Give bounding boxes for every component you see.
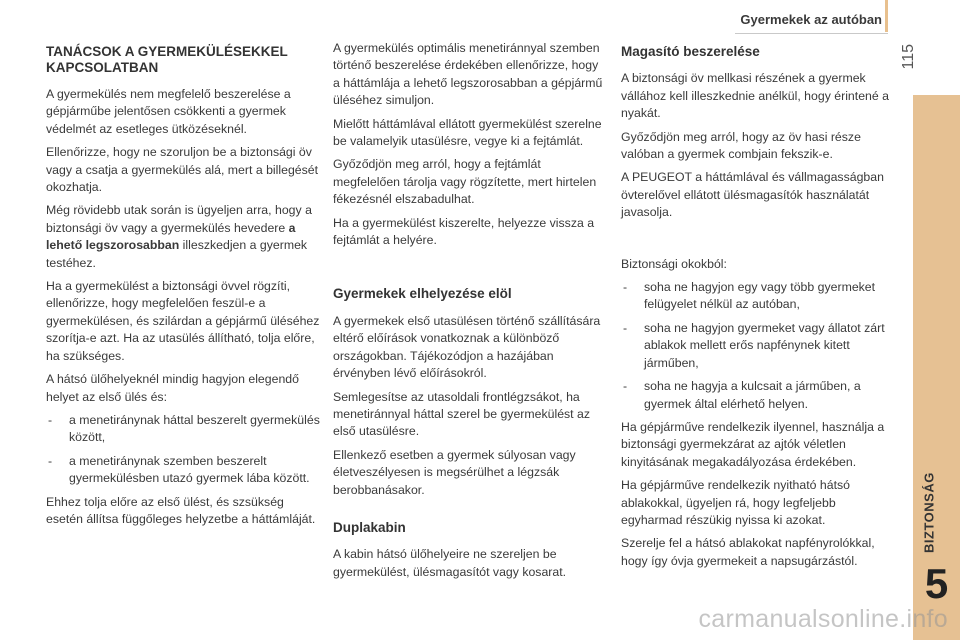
paragraph: A gyermekülés nem megfelelő beszerelése a gépjárműbe jelentősen csökkenti a gyermek védelmét az esetleges ütközéseknél.: [46, 87, 291, 136]
list-item: - soha ne hagyjon egy vagy több gyermeket felügyelet nélkül az autóban,: [623, 280, 876, 312]
paragraph: Biztonsági okokból:: [621, 256, 727, 271]
paragraph: A gyermekülés optimális menetiránnyal szemben történő beszerelése érdekében ellenőrizze, hogy a háttámlája a lehető legszorosabban a gépjármű üléséhez simuljon.: [333, 41, 603, 108]
paragraph: Ha gépjárműve rendelkezik ilyennel, használja a biztonsági gyermekzárat az ajtók véletlen kinyitásának megakadályozása érdekében.: [621, 419, 885, 469]
list-item: - soha ne hagyja a kulcsait a járműben, a gyermek által elérhető helyen.: [623, 379, 861, 411]
page-number: 115: [900, 44, 917, 70]
paragraph: A kabin hátsó ülőhelyeire ne szereljen be gyermekülést, ülésmagasítót vagy kosarat.: [333, 547, 567, 579]
paragraph: Ha gépjárműve rendelkezik nyitható hátsó ablakokkal, ügyeljen rá, hogy legfeljebb egyharmad részükig nyissa ki azokat.: [621, 478, 850, 527]
emphasis-text: a lehető legszorosabban: [46, 220, 296, 253]
paragraph: A biztonsági öv mellkasi részének a gyermek vállához kell illeszkednie anélkül, hogy érintené a nyakát.: [621, 71, 889, 121]
dash-list: [621, 279, 897, 413]
section-title-child-seat-advice: TANÁCSOK A GYERMEKÜLÉSEKKEL KAPCSOLATBAN: [46, 44, 288, 75]
paragraph: Szerelje fel a hátsó ablakokat napfényrolókkal, hogy így óvja gyermekeit a napsugárzástól.: [621, 536, 875, 568]
paragraph: Győződjön meg arról, hogy a fejtámlát megfelelően tárolja vagy rögzítette, mert hirtelen fékezésnél elszabadulhat.: [333, 157, 597, 207]
heading-children-front: Gyermekek elhelyezése elöl: [333, 286, 512, 302]
paragraph: A gyermekek első utasülésen történő szállítására eltérő előírások vonatkoznak a különböző országokban. Tájékozódjon a hazájában érvényben lévő előírásokról.: [333, 313, 601, 381]
column-left: [46, 40, 321, 534]
paragraph: Ellenkező esetben a gyermek súlyosan vagy életveszélyesen is megsérülhet a légzsák berobbanásakor.: [333, 447, 576, 497]
watermark-text: carmanualsonline.info: [698, 605, 948, 633]
paragraph: Ellenőrizze, hogy ne szoruljon be a biztonsági öv vagy a csatja a gyermekülés alá, mert a billegését okozhatja.: [46, 145, 319, 195]
heading-double-cab: Duplakabin: [333, 519, 406, 535]
paragraph: Semlegesítse az utasoldali frontlégzsákot, ha menetiránnyal háttal szerel be gyermekülést az első utasülésre.: [333, 389, 590, 439]
paragraph: A PEUGEOT a háttámlával és vállmagasságban övterelővel ellátott ülésmagasítók használatát javasolja.: [621, 170, 884, 220]
heading-booster-install: Magasító beszerelése: [621, 44, 760, 59]
paragraph: Mielőtt háttámlával ellátott gyermekülést szerelne be valamelyik utasülésre, vegye ki a fejtámlát.: [333, 116, 602, 149]
column-middle: [333, 40, 605, 587]
section-label: BIZTONSÁG: [921, 472, 937, 553]
paragraph: Ehhez tolja előre az első ülést, és szsükség esetén állítsa függőleges helyzetbe a háttámláját.: [46, 494, 316, 526]
header-rule: [735, 33, 888, 34]
column-right: [621, 40, 897, 576]
list-item: - soha ne hagyjon gyermeket vagy állatot zárt ablakok mellett erős napfénynek kitett járműben,: [623, 320, 885, 370]
list-item: - a menetiránynak szemben beszerelt gyermekülésben utazó gyermek lába között.: [48, 453, 310, 486]
header-accent-bar: [885, 0, 888, 32]
paragraph: A hátsó ülőhelyeknél mindig hagyjon elegendő helyet az első ülés és:: [46, 372, 299, 404]
paragraph-with-emphasis: [46, 202, 321, 272]
paragraph: Ha a gyermekülést kiszerelte, helyezze vissza a fejtámlát a helyére.: [333, 215, 595, 248]
text: Még rövidebb utak során is ügyeljen arra, hogy a biztonsági öv vagy a gyermekülés hevedere: [46, 203, 312, 235]
paragraph: Győződjön meg arról, hogy az öv hasi része valóban a gyermek combjain fekszik-e.: [621, 129, 861, 162]
paragraph: Ha a gyermekülést a biztonsági övvel rögzíti, ellenőrizze, hogy megfelelően feszül-e a gyermekülésen, és szilárdan a gépjármű üléséhez szorítja-e azt. Ha az utasülés állítható, tolja előre, ha szükséges.: [46, 279, 320, 363]
chapter-header-title: Gyermekek az autóban: [740, 12, 882, 27]
dash-list: [46, 412, 321, 488]
chapter-number: 5: [924, 560, 949, 607]
text: illeszkedjen a gyermek testéhez.: [46, 238, 308, 270]
list-item: - a menetiránynak háttal beszerelt gyermekülés között,: [48, 412, 320, 445]
